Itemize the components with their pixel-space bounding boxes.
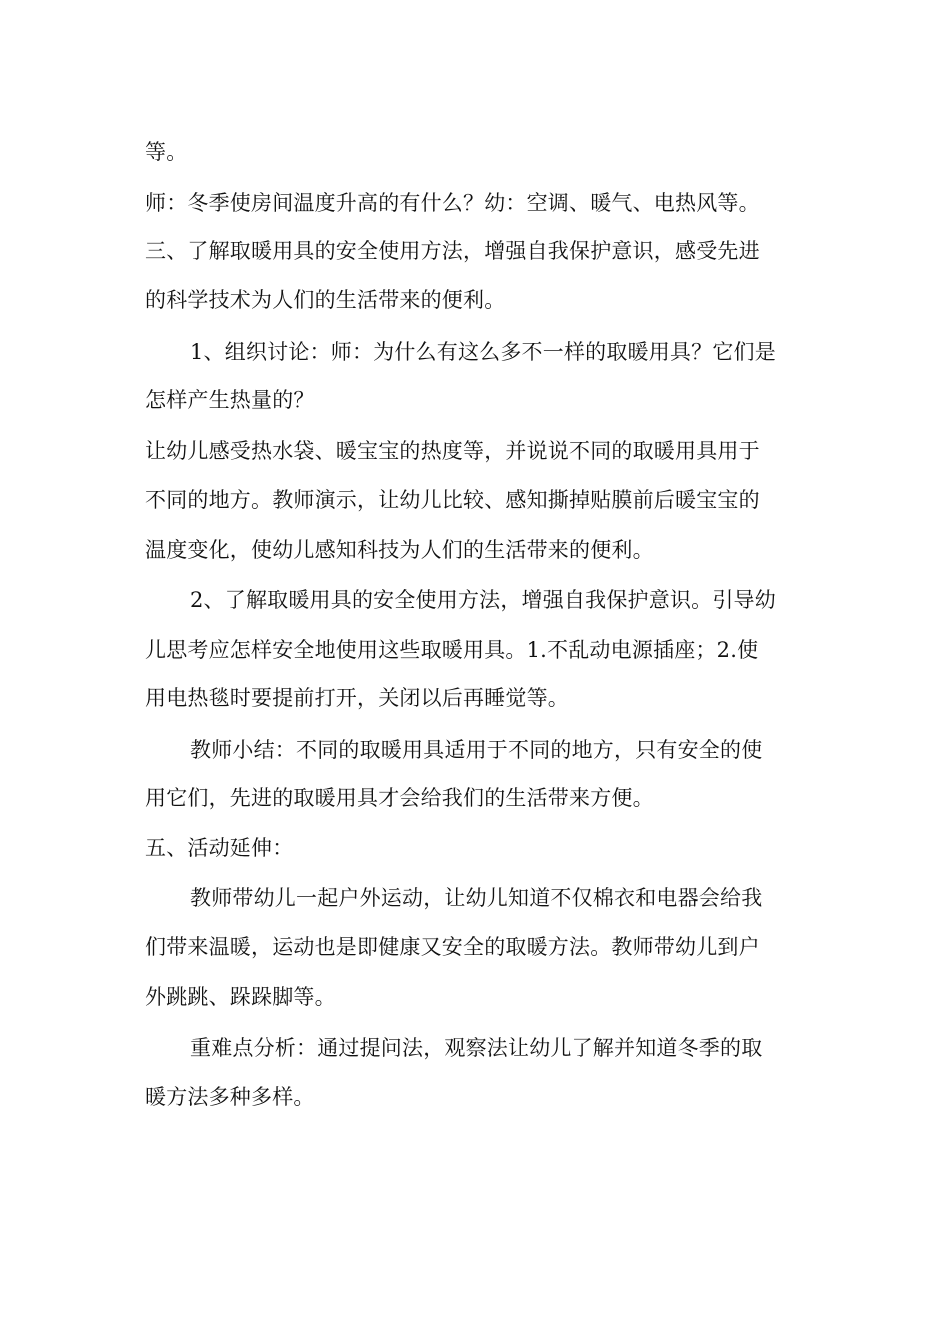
text-line: 重难点分析：通过提问法，观察法让幼儿了解并知道冬季的取: [190, 1036, 763, 1060]
text-line: 三、了解取暖用具的安全使用方法，增强自我保护意识，感受先进: [145, 239, 760, 263]
text-line: 用电热毯时要提前打开，关闭以后再睡觉等。: [145, 686, 569, 710]
text-line: 不同的地方。教师演示，让幼儿比较、感知撕掉贴膜前后暖宝宝的: [145, 488, 760, 512]
text-line: 2、了解取暖用具的安全使用方法，增强自我保护意识。引导幼: [190, 588, 776, 612]
text-line: 师：冬季使房间温度升高的有什么？幼：空调、暖气、电热风等。: [145, 191, 760, 215]
section-heading: 五、活动延伸：: [145, 836, 294, 860]
text-line: 儿思考应怎样安全地使用这些取暖用具。1.不乱动电源插座；2.使: [145, 638, 759, 662]
text-line: 1、组织讨论：师：为什么有这么多不一样的取暖用具？它们是: [190, 340, 776, 364]
text-line: 让幼儿感受热水袋、暖宝宝的热度等，并说说不同的取暖用具用于: [145, 439, 760, 463]
text-line: 教师小结：不同的取暖用具适用于不同的地方，只有安全的使: [190, 738, 763, 762]
text-line: 温度变化，使幼儿感知科技为人们的生活带来的便利。: [145, 538, 654, 562]
text-line: 等。: [145, 140, 188, 164]
text-line: 教师带幼儿一起户外运动，让幼儿知道不仅棉衣和电器会给我: [190, 886, 763, 910]
text-line: 怎样产生热量的？: [145, 388, 315, 412]
text-line: 用它们，先进的取暖用具才会给我们的生活带来方便。: [145, 786, 654, 810]
text-line: 外跳跳、跺跺脚等。: [145, 985, 336, 1009]
text-line: 们带来温暖，运动也是即健康又安全的取暖方法。教师带幼儿到户: [145, 935, 760, 959]
text-line: 的科学技术为人们的生活带来的便利。: [145, 288, 506, 312]
text-line: 暖方法多种多样。: [145, 1085, 315, 1109]
